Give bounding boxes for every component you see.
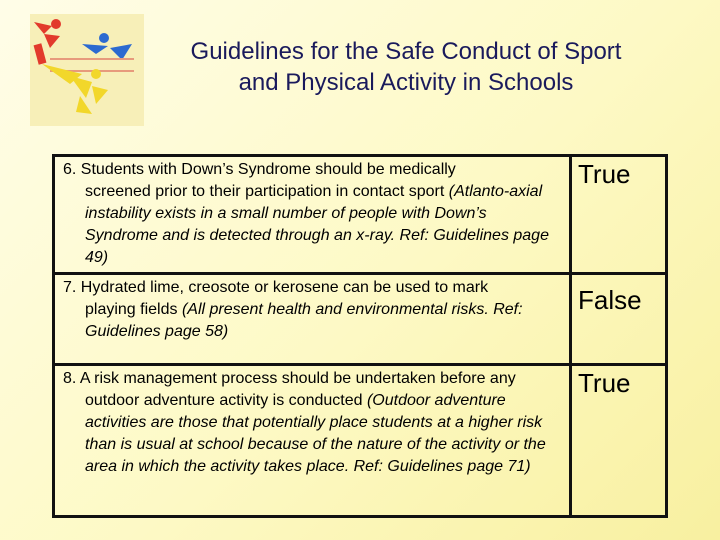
question-note: (All present health and environmental risks. Ref: Guidelines page 58) [85,301,523,340]
question-text [54,365,571,517]
questions-table [52,154,668,518]
title-line-2: and Physical Activity in Schools [238,69,574,96]
question-number: 6. [63,161,77,178]
question-text [54,274,571,365]
answer-cell: True [571,156,667,274]
answer-cell: False [571,274,667,365]
question-statement: outdoor adventure activity is conducted [85,392,363,409]
question-statement-line1: Students with Down’s Syndrome should be medically [80,161,456,178]
sport-figures-icon [30,14,144,126]
question-statement: screened prior to their participation in contact sport [85,183,445,200]
sport-figures-logo [30,14,144,126]
question-number: 7. [63,279,77,296]
question-statement: playing fields [85,301,178,318]
slide-title [150,36,662,98]
answer-cell: True [571,365,667,517]
question-row-8 [54,365,667,517]
question-row-7 [54,274,667,365]
question-note: (Outdoor adventure activities are those that potentially place students at a higher risk than is usual at school because of the nature of the activity or the area in which the activity takes place. Ref: Guidelines page 71) [85,392,546,475]
title-line-1: Guidelines for the Safe Conduct of Sport [190,38,622,65]
question-statement-line1: Hydrated lime, creosote or kerosene can be used to mark [80,279,489,296]
question-note: (Atlanto-axial instability exists in a small number of people with Down’s Syndrome and is detected through an x-ray. Ref: Guidelines page 49) [85,183,549,266]
question-text [54,156,571,274]
question-statement-line1: A risk management process should be undertaken before any [79,370,516,387]
question-number: 8. [63,370,77,387]
question-row-6 [54,156,667,274]
